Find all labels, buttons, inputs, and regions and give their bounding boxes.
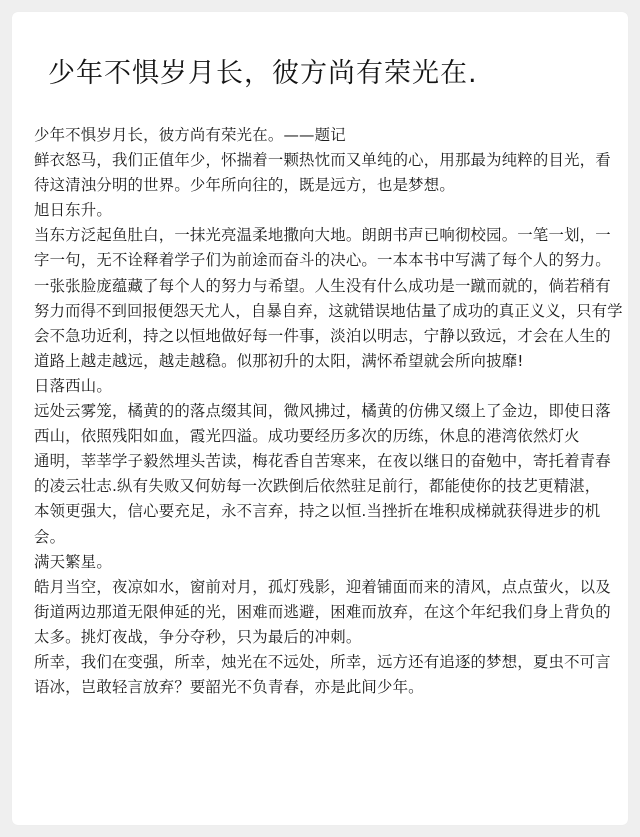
text-line: 鲜衣怒马，我们正值年少，怀揣着一颗热忱而又单纯的心，用那最为纯粹的目光，看 [34,151,611,170]
text-line: 语冰，岂敢轻言放弃？要韶光不负青春，亦是此间少年。 [34,678,424,697]
essay-body [34,123,624,700]
text-line: 的凌云壮志.纵有失败又何妨每一次跌倒后依然驻足前行，都能使你的技艺更精湛， [34,477,601,496]
text-line: 本领更强大，信心要充足，永不言弃，持之以恒.当挫折在堆积成梯就获得进步的机 [34,502,601,521]
text-line: 会。 [34,527,66,546]
section-heading-sunset: 日落西山。 [34,376,112,395]
text-line: 字一句，无不诠释着学子们为前途而奋斗的决心。一本本书中写满了每个人的努力。 [34,251,611,270]
text-line: 远处云雾笼，橘黄的的落点缀其间，微风拂过，橘黄的仿佛又缀上了金边，即使日落 [34,402,611,421]
text-line: 太多。挑灯夜战，争分夺秒，只为最后的冲刺。 [34,627,362,646]
essay-title: 少年不惧岁月长，彼方尚有荣光在. [48,58,478,89]
text-line: 皓月当空，夜凉如水，窗前对月，孤灯残影，迎着铺面而来的清风，点点萤火，以及 [34,577,611,596]
text-line: 西山，依照残阳如血，霞光四溢。成功要经历多次的历练，休息的港湾依然灯火 [34,427,580,446]
epigraph-line: 少年不惧岁月长，彼方尚有荣光在。——题记 [34,126,346,144]
section-heading-sunrise: 旭日东升。 [34,201,112,220]
text-line: 通明，莘莘学子毅然埋头苦读，梅花香自苦寒来，在夜以继日的奋勉中，寄托着青春 [34,452,611,471]
document-page [12,12,628,825]
text-line: 一张张脸庞蕴藏了每个人的努力与希望。人生没有什么成功是一蹴而就的，倘若稍有 [34,276,611,295]
text-line: 所幸，我们在变强，所幸，烛光在不远处，所幸，远方还有追逐的梦想，夏虫不可言 [34,652,611,671]
text-line: 道路上越走越远，越走越稳。似那初升的太阳，满怀希望就会所向披靡! [34,351,524,370]
text-line: 街道两边那道无限伸延的光，困难而逃避，困难而放弃，在这个年纪我们身上背负的 [34,602,611,621]
text-line: 当东方泛起鱼肚白，一抹光亮温柔地撒向大地。朗朗书声已响彻校园。一笔一划，一 [34,226,611,245]
text-line: 努力而得不到回报便怨天尤人，自暴自弃，这就错误地估量了成功的真正义义，只有学 [34,301,623,320]
section-heading-stars: 满天繁星。 [34,552,112,571]
text-line: 会不急功近利，持之以恒地做好每一件事，淡泊以明志，宁静以致远，才会在人生的 [34,326,611,345]
text-line: 待这清浊分明的世界。少年所向往的，既是远方，也是梦想。 [34,176,455,195]
